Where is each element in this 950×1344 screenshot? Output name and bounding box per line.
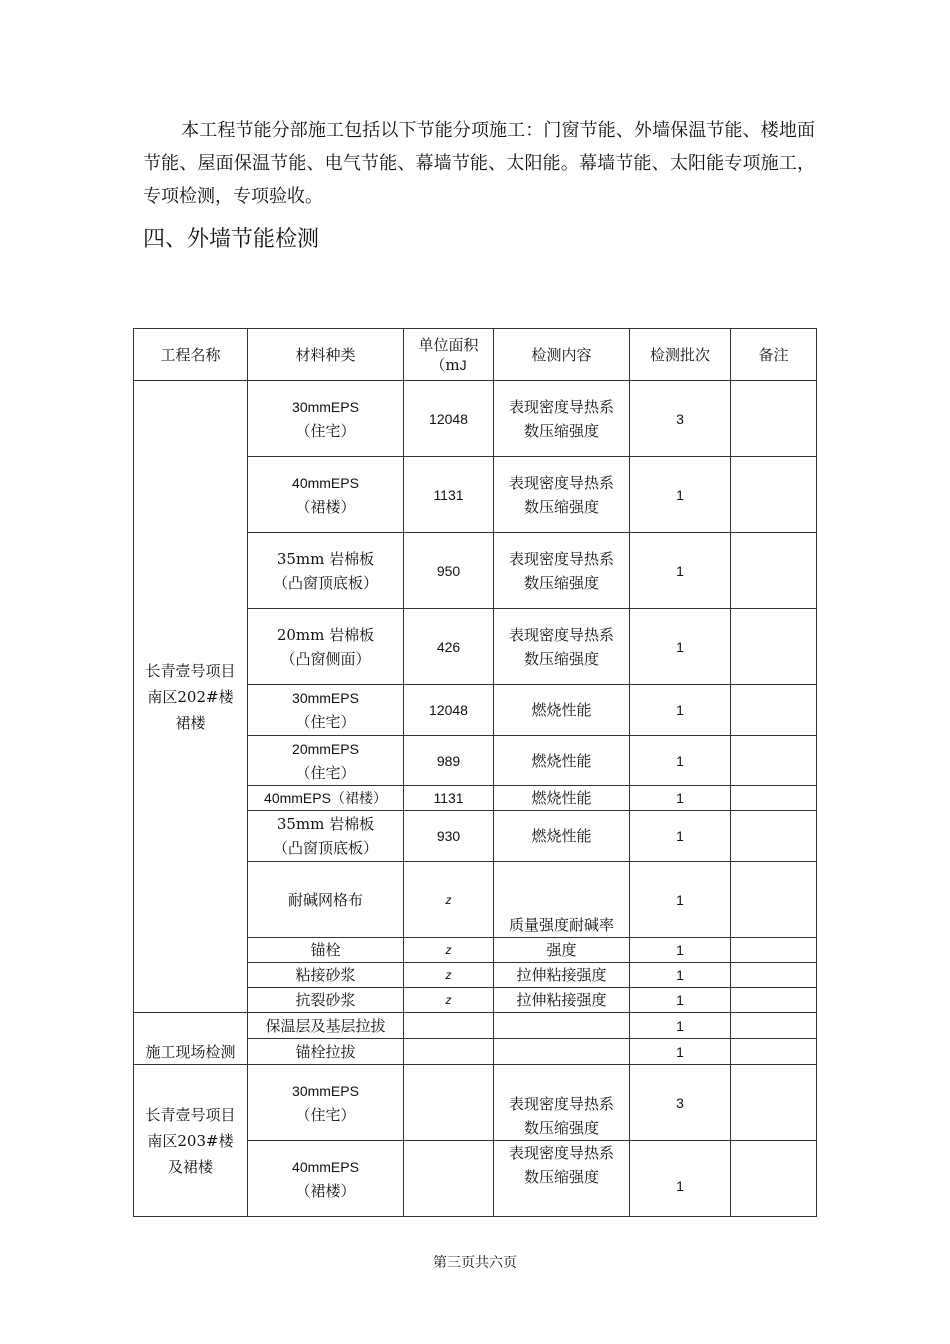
remark-cell bbox=[731, 1013, 817, 1039]
batch-cell: 1 bbox=[630, 685, 731, 736]
project-name-cell: 长青壹号项目南区202#楼裙楼 bbox=[134, 381, 248, 1013]
area-cell: 426 bbox=[404, 609, 494, 685]
project-name-cell: 长青壹号项目南区203#楼及裙楼 bbox=[134, 1065, 248, 1217]
area-cell: 1131 bbox=[404, 457, 494, 533]
material-cell: 抗裂砂浆 bbox=[248, 988, 404, 1013]
area-cell: 12048 bbox=[404, 685, 494, 736]
content-cell: 表现密度导热系数压缩强度 bbox=[494, 609, 630, 685]
remark-cell bbox=[731, 457, 817, 533]
remark-cell bbox=[731, 1141, 817, 1217]
remark-cell bbox=[731, 988, 817, 1013]
material-cell: 锚栓拉拔 bbox=[248, 1039, 404, 1065]
content-cell: 拉伸粘接强度 bbox=[494, 988, 630, 1013]
area-cell: 12048 bbox=[404, 381, 494, 457]
project-name-cell: 施工现场检测 bbox=[134, 1013, 248, 1065]
content-cell: 燃烧性能 bbox=[494, 685, 630, 736]
table-row bbox=[134, 381, 817, 457]
content-cell: 燃烧性能 bbox=[494, 786, 630, 811]
content-cell: 表现密度导热系数压缩强度 bbox=[494, 381, 630, 457]
content-cell: 燃烧性能 bbox=[494, 811, 630, 862]
area-cell: z bbox=[404, 963, 494, 988]
content-cell: 强度 bbox=[494, 938, 630, 963]
batch-cell: 1 bbox=[630, 938, 731, 963]
content-cell: 表现密度导热系数压缩强度 bbox=[494, 457, 630, 533]
material-cell: 30mmEPS （住宅） bbox=[248, 381, 404, 457]
remark-cell bbox=[731, 1065, 817, 1141]
remark-cell bbox=[731, 1039, 817, 1065]
header-test-batch: 检测批次 bbox=[630, 329, 731, 381]
intro-paragraph: 本工程节能分部施工包括以下节能分项施工：门窗节能、外墙保温节能、楼地面节能、屋面保温节能、电气节能、幕墙节能、太阳能。幕墙节能、太阳能专项施工，专项检测，专项验收。 bbox=[143, 120, 815, 207]
section-heading: 四、外墙节能检测 bbox=[143, 227, 320, 252]
batch-cell: 1 bbox=[630, 1141, 731, 1217]
area-cell bbox=[404, 1039, 494, 1065]
batch-cell: 1 bbox=[630, 1039, 731, 1065]
header-remarks: 备注 bbox=[731, 329, 817, 381]
table-header-row bbox=[134, 329, 817, 381]
remark-cell bbox=[731, 736, 817, 786]
batch-cell: 1 bbox=[630, 609, 731, 685]
area-cell bbox=[404, 1013, 494, 1039]
material-cell: 锚栓 bbox=[248, 938, 404, 963]
material-cell: 耐碱网格布 bbox=[248, 862, 404, 938]
remark-cell bbox=[731, 963, 817, 988]
content-cell: 质量强度耐碱率 bbox=[494, 862, 630, 938]
batch-cell: 1 bbox=[630, 533, 731, 609]
table-row bbox=[134, 1065, 817, 1141]
batch-cell: 3 bbox=[630, 381, 731, 457]
material-cell: 35mm 岩棉板 （凸窗顶底板） bbox=[248, 533, 404, 609]
batch-cell: 1 bbox=[630, 736, 731, 786]
batch-cell: 1 bbox=[630, 862, 731, 938]
header-test-content: 检测内容 bbox=[494, 329, 630, 381]
batch-cell: 1 bbox=[630, 1013, 731, 1039]
remark-cell bbox=[731, 533, 817, 609]
area-cell: z bbox=[404, 938, 494, 963]
remark-cell bbox=[731, 811, 817, 862]
content-cell: 表现密度导热系数压缩强度 bbox=[494, 533, 630, 609]
content-cell: 拉伸粘接强度 bbox=[494, 963, 630, 988]
content-cell: 燃烧性能 bbox=[494, 736, 630, 786]
area-cell: z bbox=[404, 988, 494, 1013]
area-cell: 930 bbox=[404, 811, 494, 862]
batch-cell: 3 bbox=[630, 1065, 731, 1141]
area-cell: 989 bbox=[404, 736, 494, 786]
content-cell: 表现密度导热系数压缩强度 bbox=[494, 1141, 630, 1217]
table-row bbox=[134, 1013, 817, 1039]
area-cell: 1131 bbox=[404, 786, 494, 811]
batch-cell: 1 bbox=[630, 811, 731, 862]
batch-cell: 1 bbox=[630, 457, 731, 533]
remark-cell bbox=[731, 685, 817, 736]
material-cell: 粘接砂浆 bbox=[248, 963, 404, 988]
area-cell: z bbox=[404, 862, 494, 938]
material-cell: 35mm 岩棉板 （凸窗顶底板） bbox=[248, 811, 404, 862]
batch-cell: 1 bbox=[630, 786, 731, 811]
content-cell bbox=[494, 1039, 630, 1065]
material-cell: 20mmEPS （住宅） bbox=[248, 736, 404, 786]
content-cell bbox=[494, 1013, 630, 1039]
area-cell: 950 bbox=[404, 533, 494, 609]
remark-cell bbox=[731, 786, 817, 811]
material-cell: 30mmEPS （住宅） bbox=[248, 1065, 404, 1141]
remark-cell bbox=[731, 862, 817, 938]
header-material-type: 材料种类 bbox=[248, 329, 404, 381]
area-cell bbox=[404, 1065, 494, 1141]
batch-cell: 1 bbox=[630, 963, 731, 988]
material-cell: 30mmEPS （住宅） bbox=[248, 685, 404, 736]
header-project-name: 工程名称 bbox=[134, 329, 248, 381]
material-cell: 保温层及基层拉拔 bbox=[248, 1013, 404, 1039]
page-footer: 第三页共六页 bbox=[433, 1255, 517, 1271]
material-cell: 40mmEPS（裙楼） bbox=[248, 786, 404, 811]
material-cell: 40mmEPS （裙楼） bbox=[248, 457, 404, 533]
area-cell bbox=[404, 1141, 494, 1217]
batch-cell: 1 bbox=[630, 988, 731, 1013]
content-cell: 表现密度导热系数压缩强度 bbox=[494, 1065, 630, 1141]
remark-cell bbox=[731, 609, 817, 685]
material-cell: 40mmEPS （裙楼） bbox=[248, 1141, 404, 1217]
material-cell: 20mm 岩棉板 （凸窗侧面） bbox=[248, 609, 404, 685]
remark-cell bbox=[731, 381, 817, 457]
inspection-table bbox=[133, 328, 817, 1217]
remark-cell bbox=[731, 938, 817, 963]
header-unit-area: 单位面积（mJ bbox=[404, 329, 494, 381]
